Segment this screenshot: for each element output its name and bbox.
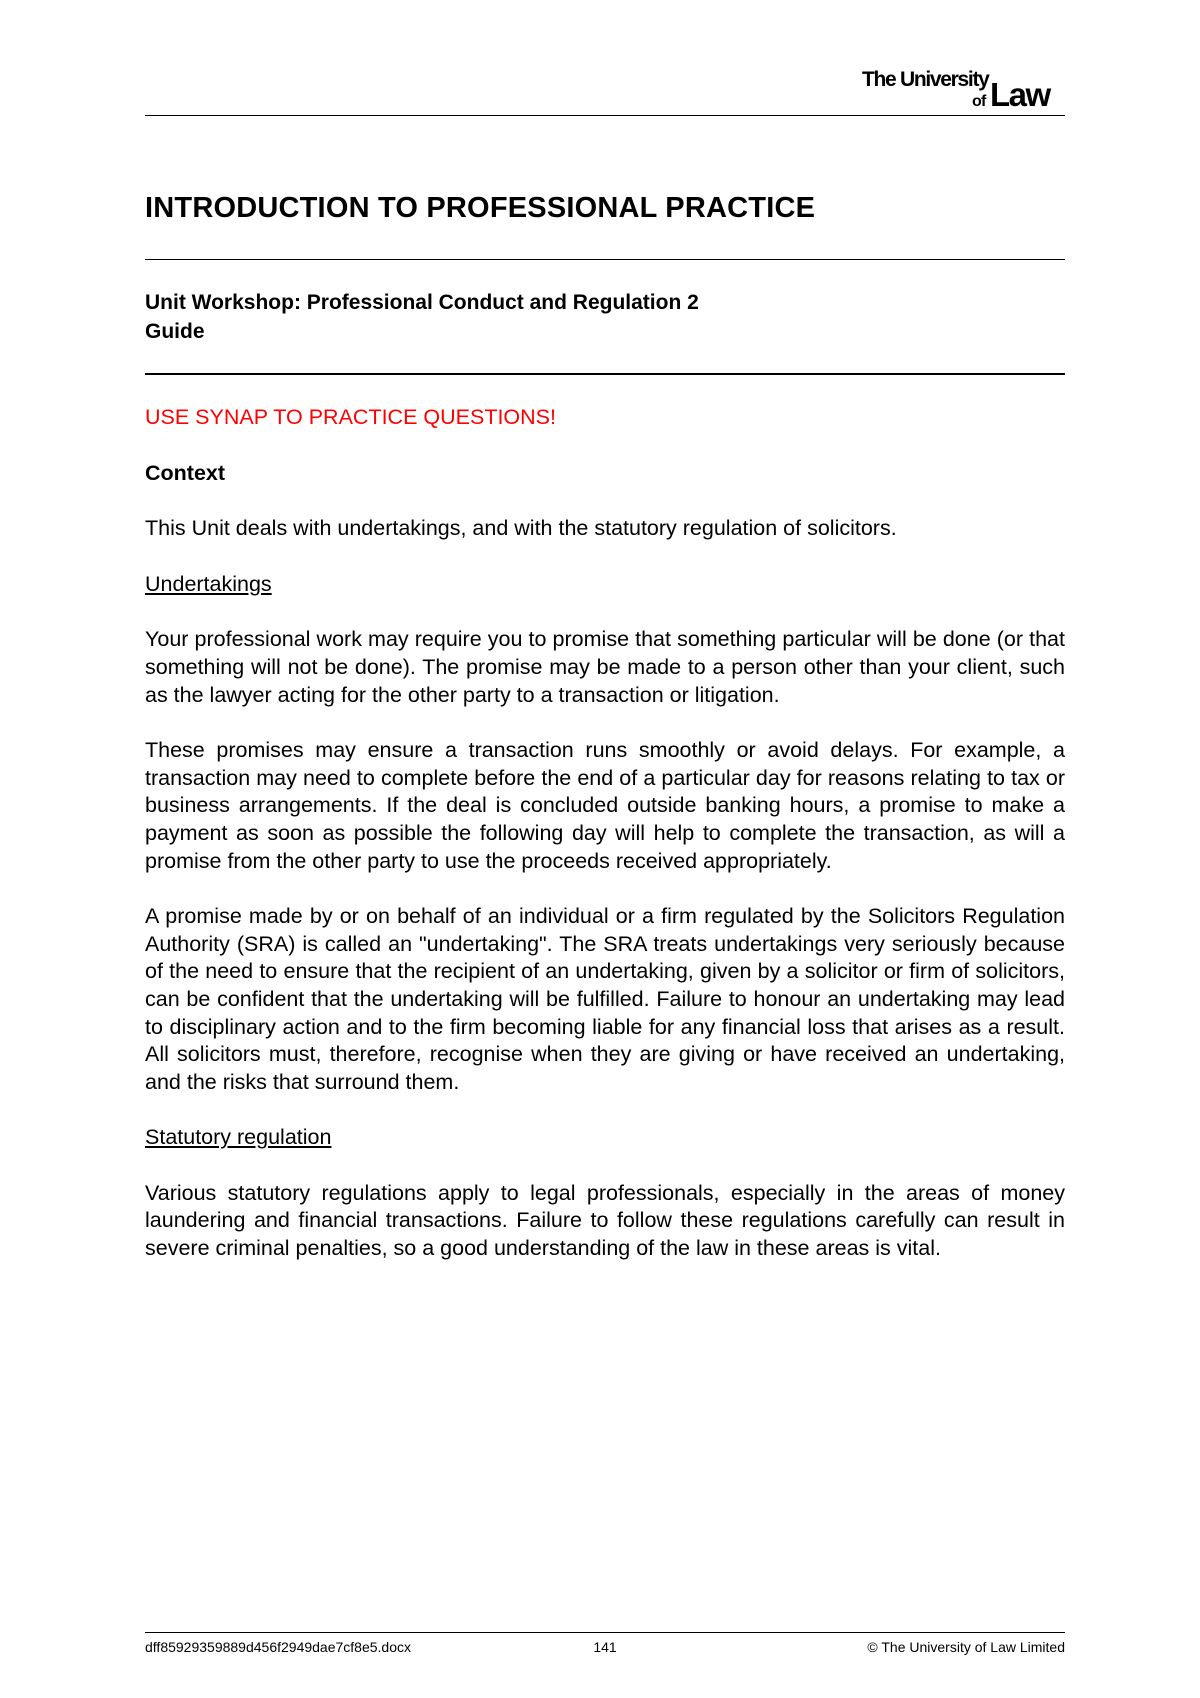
university-of-law-logo [858, 66, 1068, 108]
header-divider [145, 115, 1065, 116]
logo-of: of [972, 93, 986, 108]
context-paragraph: This Unit deals with undertakings, and with the statutory regulation of solicitors. [145, 516, 897, 541]
logo-line1: The University [862, 68, 989, 91]
document-title: INTRODUCTION TO PROFESSIONAL PRACTICE [145, 192, 816, 224]
subtitle-line-2: Guide [145, 320, 205, 343]
footer-page-number: 141 [593, 1639, 617, 1655]
document-body [145, 404, 1065, 1291]
statutory-regulation-paragraph: Various statutory regulations apply to legal professionals, especially in the areas of money laundering and financial transactions. Failure to follow these regulations carefully can result in severe criminal penalties, so a good understanding of the law in these areas is vital. [145, 1180, 1065, 1261]
logo-law: Law [990, 76, 1050, 108]
undertakings-paragraph-1: Your professional work may require you to promise that something particular will be done (or that something will not be done). The promise may be made to a person other than your client, such as the lawyer acting for the other party to a transaction or litigation. [145, 627, 1065, 707]
footer-filename: dff85929359889d456f2949dae7cf8e5.docx [145, 1639, 411, 1655]
title-divider [145, 259, 1065, 260]
footer-divider [145, 1632, 1065, 1633]
footer-copyright: © The University of Law Limited [867, 1639, 1065, 1655]
undertakings-paragraph-2: These promises may ensure a transaction runs smoothly or avoid delays. For example, a transaction may need to complete before the end of a particular day for reasons relating to tax or business arrangements. If the deal is concluded outside banking hours, a promise to make a payment as soon as possible the following day will help to complete the transaction, as will a promise from the other party to use the proceeds received appropriately. [145, 738, 1065, 873]
page-footer [145, 1638, 1065, 1656]
undertakings-heading: Undertakings [145, 571, 272, 596]
statutory-regulation-heading: Statutory regulation [145, 1125, 332, 1150]
synap-alert: USE SYNAP TO PRACTICE QUESTIONS! [145, 405, 556, 429]
undertakings-paragraph-3: A promise made by or on behalf of an individual or a firm regulated by the Solicitors Regulation Authority (SRA) is called an "undertaking". The SRA treats undertakings very seriously because of the need to ensure that the recipient of an undertaking, given by a solicitor or firm of solicitors, can be confident that the undertaking will be fulfilled. Failure to honour an undertaking may lead to disciplinary action and to the firm becoming liable for any financial loss that arises as a result. All solicitors must, therefore, recognise when they are giving or have received an undertaking, and the risks that surround them. [145, 904, 1065, 1094]
subtitle-divider [145, 373, 1065, 375]
document-subtitle [145, 288, 699, 346]
subtitle-line-1: Unit Workshop: Professional Conduct and Regulation 2 [145, 291, 699, 314]
university-logo [858, 66, 1068, 108]
context-heading: Context [145, 460, 226, 485]
